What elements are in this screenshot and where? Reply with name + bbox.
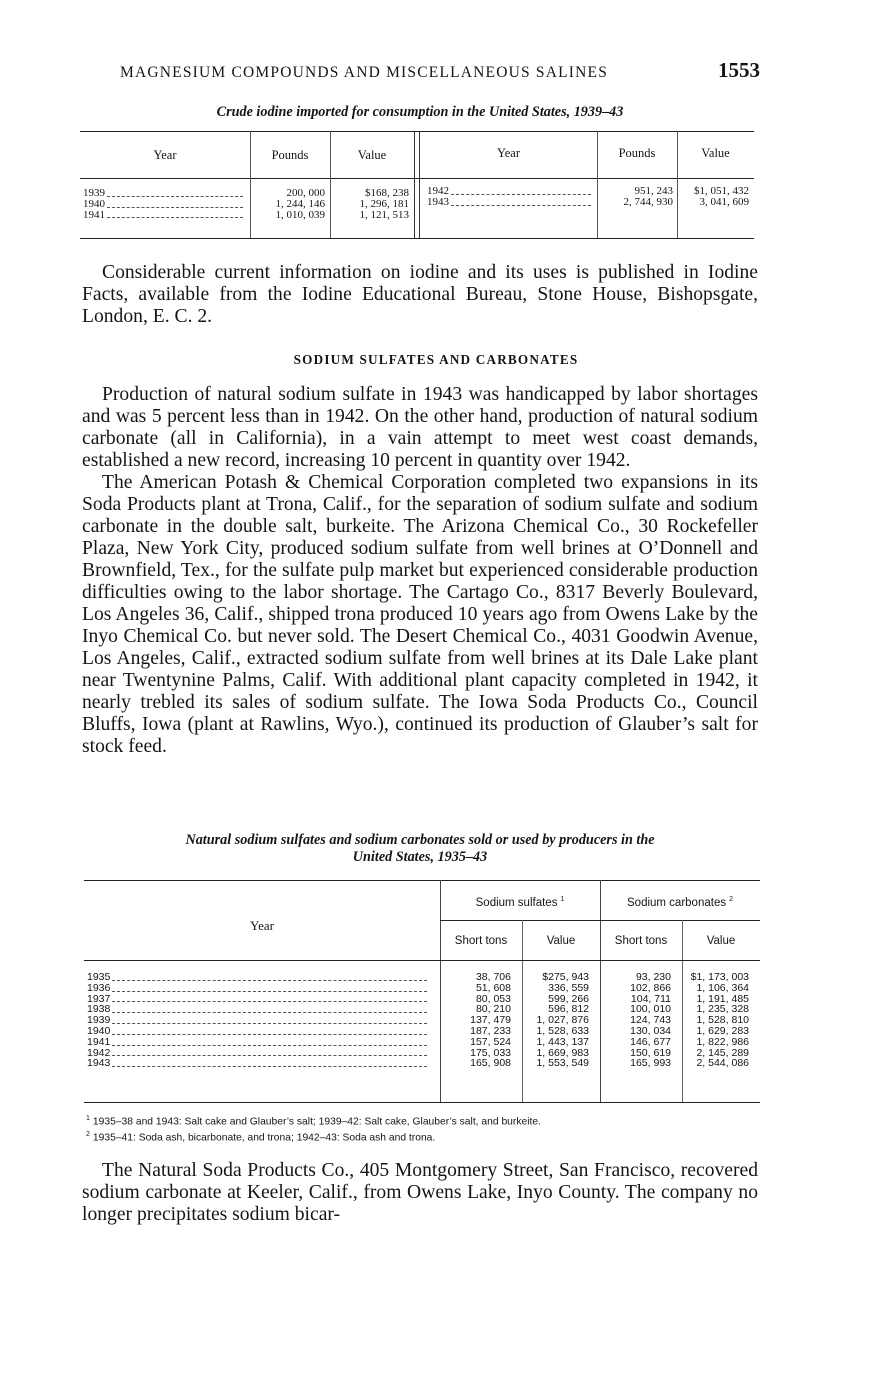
caption-line: United States, 1935–43 xyxy=(352,849,488,865)
carb-value-cell: 1, 822, 986 xyxy=(696,1035,749,1048)
page-number: 1553 xyxy=(718,58,760,82)
carb-value-cell: 2, 544, 086 xyxy=(696,1057,749,1070)
value-cell: $1, 051, 432 xyxy=(694,185,749,197)
year-cell: 1936 xyxy=(87,981,111,994)
carb-tons-cell: 150, 619 xyxy=(630,1046,671,1059)
paragraph: The American Potash & Chemical Corporation completed two expansions in its Soda Products plant at Trona, Calif., for the separation of sodium sulfate and sodium carbonate in the double salt, burkeite. The Arizona Chemical Co., 30 Rockefeller Plaza, New York City, produced sodium sulfate from well brines at O’Donnell and Brownfield, Tex., for the sulfate pulp market but experienced considerable production difficulties owing to the labor shortage. The Cartago Co., 8317 Beverly Boulevard, Los Angeles 36, Calif., shipped trona produced 10 years ago from Owens Lake by the Inyo Chemical Co. but never sold. The Desert Chemical Co., 4031 Goodwin Avenue, Los Angeles, Calif., extracted sodium sulfate from well brines at its Dale Lake plant near Twentynine Palms, Calif. With additional plant capacity completed in 1942, it nearly trebled its sales of sodium sulfate. The Iowa Soda Products Co., Council Bluffs, Iowa (plant at Rawlins, Wyo.), continued its production of Glauber’s salt for stock feed. xyxy=(82,472,758,757)
sulf-tons-cell: 38, 706 xyxy=(475,971,511,983)
iodine-table-left xyxy=(80,188,412,220)
sulf-value-cell: 336, 559 xyxy=(548,981,589,994)
pounds-cell: 1, 244, 146 xyxy=(275,197,325,210)
running-head xyxy=(120,58,760,83)
table-row xyxy=(80,210,412,221)
year-cell: 1942 xyxy=(427,185,449,197)
footnotes xyxy=(86,1112,766,1145)
sulf-value-cell: 599, 266 xyxy=(548,992,589,1005)
iodine-table-top-rule xyxy=(80,131,754,132)
section-heading: SODIUM SULFATES AND CARBONATES xyxy=(293,352,579,367)
carb-value-cell: 1, 106, 364 xyxy=(696,981,749,994)
table-row xyxy=(84,983,752,994)
sulf-tons-cell: 137, 479 xyxy=(470,1014,511,1027)
carb-tons-cell: 100, 010 xyxy=(630,1003,671,1016)
sodium-header-value: Value xyxy=(546,935,576,947)
sodium-table-body xyxy=(84,972,752,1069)
footnote-mark: 1 xyxy=(86,1115,90,1122)
iodine-table-bottom-rule xyxy=(80,238,754,239)
paragraph: The Natural Soda Products Co., 405 Montgomery Street, San Francisco, recovered sodium carbonate at Keeler, Calif., from Owens Lake, Inyo County. The company no longer precipitates sodium bicar- xyxy=(82,1160,758,1225)
year-cell: 1935 xyxy=(87,971,111,983)
footnote-mark: 1 xyxy=(560,896,565,903)
sodium-header-year: Year xyxy=(250,918,274,933)
year-cell: 1943 xyxy=(427,195,449,208)
value-cell: 1, 296, 181 xyxy=(359,197,409,210)
paragraph: Considerable current information on iodine and its uses is published in Iodine Facts, available from the Iodine Educational Bureau, Stone House, Bishopsgate, London, E. C. 2. xyxy=(82,262,758,327)
iodine-header-value-left: Value xyxy=(357,148,387,162)
year-cell: 1940 xyxy=(87,1024,111,1037)
footnote-text: 1935–41: Soda ash, bicarbonate, and trona; 1942–43: Soda ash and trona. xyxy=(92,1132,436,1144)
iodine-table-caption: Crude iodine imported for consumption in the United States, 1939–43 xyxy=(216,104,624,120)
iodine-header-year-left: Year xyxy=(153,148,177,162)
sulf-value-cell: 1, 669, 983 xyxy=(536,1046,589,1059)
carb-tons-cell: 104, 711 xyxy=(630,992,671,1005)
carb-tons-cell: 165, 993 xyxy=(630,1057,671,1070)
carb-tons-cell: 124, 743 xyxy=(630,1014,671,1027)
year-cell: 1937 xyxy=(87,992,111,1005)
sulf-value-cell: 1, 553, 549 xyxy=(536,1057,589,1070)
carbonates-label: Sodium carbonates xyxy=(627,896,727,909)
iodine-paragraph xyxy=(82,262,758,328)
iodine-header-pounds-right: Pounds xyxy=(618,146,656,160)
carb-value-cell: 2, 145, 289 xyxy=(696,1046,749,1059)
footnote xyxy=(86,1128,766,1144)
sulf-tons-cell: 51, 608 xyxy=(475,981,511,994)
footnote-text: 1935–38 and 1943: Salt cake and Glauber’s salt; 1939–42: Salt cake, Glauber’s salt, and burkeite. xyxy=(92,1116,541,1128)
year-cell: 1939 xyxy=(87,1014,111,1027)
caption-line: Natural sodium sulfates and sodium carbonates sold or used by producers in the xyxy=(185,832,655,848)
sodium-table-bottom-rule xyxy=(84,1102,760,1103)
iodine-table-right xyxy=(424,186,752,208)
sodium-header-value: Value xyxy=(706,935,736,947)
carb-tons-cell: 93, 230 xyxy=(635,971,671,983)
carb-value-cell: 1, 191, 485 xyxy=(696,992,749,1005)
sodium-table-top-rule xyxy=(84,880,760,881)
sulf-tons-cell: 187, 233 xyxy=(470,1024,511,1037)
iodine-table-header-rule xyxy=(80,178,754,179)
pounds-cell: 951, 243 xyxy=(634,185,673,197)
sulfates-label: Sodium sulfates xyxy=(475,896,558,909)
table-row xyxy=(424,197,752,208)
table-row xyxy=(84,1037,752,1048)
sodium-section-text xyxy=(82,384,758,758)
value-cell: 3, 041, 609 xyxy=(699,195,749,208)
carb-value-cell: 1, 629, 283 xyxy=(696,1024,749,1037)
sodium-header-carbonates xyxy=(600,896,760,909)
sulf-tons-cell: 157, 524 xyxy=(470,1035,511,1048)
footnote-mark: 2 xyxy=(729,896,733,903)
pounds-cell: 1, 010, 039 xyxy=(275,208,325,221)
sulf-tons-cell: 80, 210 xyxy=(475,1003,511,1016)
sodium-header-short-tons: Short tons xyxy=(614,935,668,947)
iodine-header-pounds-left: Pounds xyxy=(271,148,309,162)
year-cell: 1939 xyxy=(83,187,105,199)
table-row xyxy=(80,199,412,210)
year-cell: 1943 xyxy=(87,1057,111,1070)
sulf-tons-cell: 165, 908 xyxy=(470,1057,511,1070)
iodine-col-divider xyxy=(414,131,415,238)
sodium-header-short-tons: Short tons xyxy=(454,935,508,947)
carb-tons-cell: 130, 034 xyxy=(630,1024,671,1037)
year-cell: 1938 xyxy=(87,1003,111,1016)
year-cell: 1940 xyxy=(83,197,105,210)
sulf-value-cell: 596, 812 xyxy=(548,1003,589,1016)
table-row xyxy=(84,1058,752,1069)
sulf-tons-cell: 175, 033 xyxy=(470,1046,511,1059)
carb-tons-cell: 146, 677 xyxy=(630,1035,671,1048)
year-cell: 1941 xyxy=(83,208,105,221)
carb-value-cell: 1, 528, 810 xyxy=(696,1014,749,1027)
running-head-title: MAGNESIUM COMPOUNDS AND MISCELLANEOUS SALINES xyxy=(120,64,609,81)
footnote-mark: 2 xyxy=(86,1131,90,1139)
sodium-subheader-rule xyxy=(440,920,760,921)
sodium-header-sulfates xyxy=(440,896,600,909)
year-cell: 1941 xyxy=(87,1035,111,1048)
sodium-table-caption xyxy=(80,832,760,866)
year-cell: 1942 xyxy=(87,1046,111,1059)
sulf-value-cell: 1, 528, 633 xyxy=(536,1024,589,1037)
sodium-header-rule xyxy=(84,960,760,961)
pounds-cell: 2, 744, 930 xyxy=(623,195,673,208)
carb-value-cell: $1, 173, 003 xyxy=(690,971,749,983)
sulf-tons-cell: 80, 053 xyxy=(475,992,511,1005)
sulf-value-cell: 1, 443, 137 xyxy=(536,1035,589,1048)
paragraph: Production of natural sodium sulfate in 1943 was handicapped by labor shortages and was 5 percent less than in 1942. On the other hand, production of natural sodium carbonate (all in California), in a vain attempt to meet west coast demands, established a new record, increasing 10 percent in quantity over 1942. xyxy=(82,384,758,471)
carb-value-cell: 1, 235, 328 xyxy=(696,1003,749,1016)
iodine-header-value-right: Value xyxy=(701,146,730,160)
carb-tons-cell: 102, 866 xyxy=(630,981,671,994)
pounds-cell: 200, 000 xyxy=(286,187,325,199)
footnote xyxy=(86,1112,766,1128)
sulf-value-cell: $275, 943 xyxy=(542,971,589,983)
iodine-header-year-right: Year xyxy=(496,146,521,160)
sulf-value-cell: 1, 027, 876 xyxy=(536,1014,589,1027)
closing-paragraph xyxy=(82,1160,758,1226)
value-cell: 1, 121, 513 xyxy=(359,208,409,221)
value-cell: $168, 238 xyxy=(365,187,409,199)
